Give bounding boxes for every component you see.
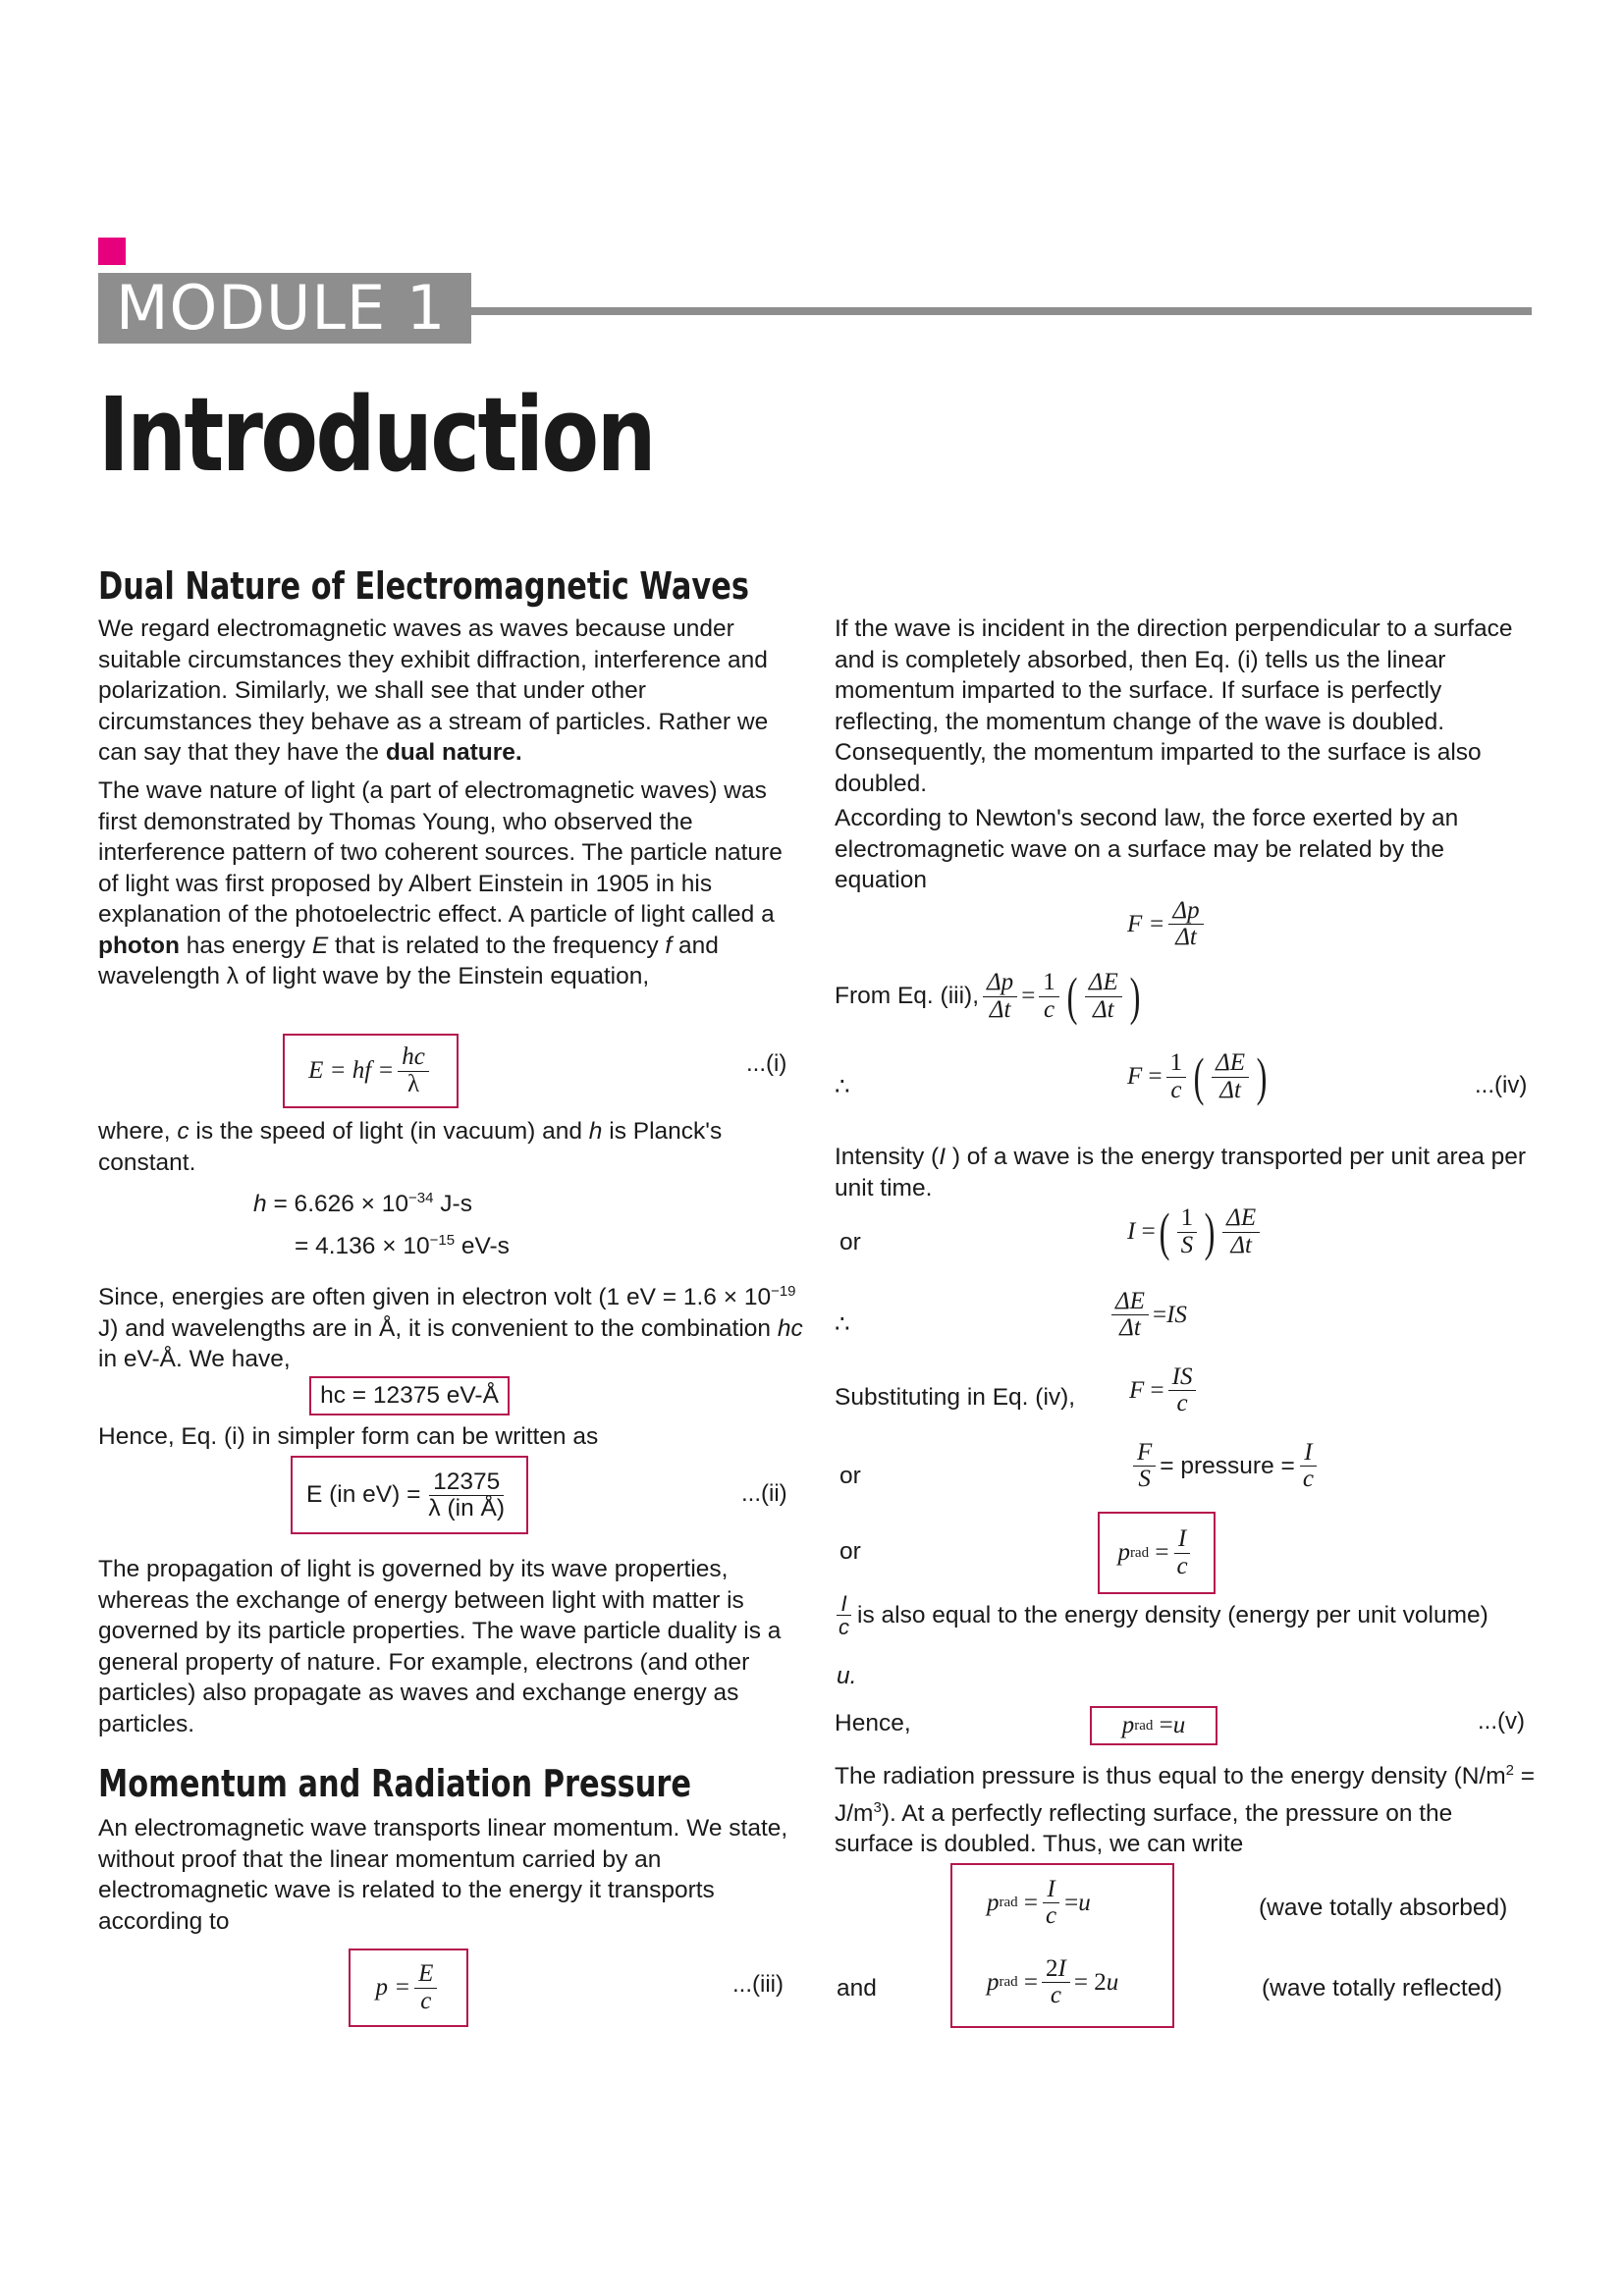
substituting-text: Substituting in Eq. (iv), <box>835 1384 1076 1411</box>
reflected-equation: p rad = $\frac{2I}{c}$ = 2 u <box>987 1955 1119 2009</box>
paragraph-newton-law: According to Newton's second law, the force exerted by an electromagnetic wave on a surface may be related by the equation <box>835 805 1459 893</box>
equation-ii-label: ...(ii) <box>741 1480 787 1507</box>
paragraph-dual-nature-1: We regard electromagnetic waves as waves because under suitable circumstances they exhibit diffraction, interference and polarization. Similarly, we shall see that under other circumstances they behave as a stream of particles. Rather we can say that they have the dual nature. <box>98 615 769 766</box>
equation-iii-lhs: p = <box>375 1974 411 2001</box>
equation-v-label: ...(v) <box>1478 1708 1525 1735</box>
accent-square <box>98 238 126 265</box>
equation-iv-label: ...(iv) <box>1475 1072 1528 1098</box>
hc-value: hc = 12375 eV-Å <box>320 1382 499 1409</box>
paragraph-absorbed-reflected: If the wave is incident in the direction perpendicular to a surface and is completely absorbed, then Eq. (i) tells us the linear momentum imparted to the surface. If surface is perfectly reflecting, the momentum change of the wave is doubled. Consequently, the momentum imparted to the surface is also doubled. <box>835 615 1513 797</box>
or-label-2: or <box>839 1463 861 1489</box>
hc-value-box <box>309 1376 510 1415</box>
pressure-equation: $\frac{F}{S}$ = pressure = $\frac{I}{c}$ <box>1129 1440 1322 1493</box>
force-equation-lhs: F = <box>1127 910 1165 937</box>
equation-i-denominator: λ <box>407 1070 420 1097</box>
paragraph-intensity: Intensity (I ) of a wave is the energy transported per unit area per unit time. <box>835 1144 1527 1201</box>
force-equation-denominator: Δt <box>1175 924 1197 951</box>
paragraph-energy-units: Since, energies are often given in electron volt (1 eV = $1.6 \times 10^{-19}$ J) and wavelengths are in Å, it is convenient to the combination hc in eV-Å. We have, <box>98 1283 803 1373</box>
equation-v-box: p rad = u <box>1090 1706 1217 1745</box>
equation-iii-numerator: E <box>414 1961 437 1988</box>
de-dt-fraction: $\frac{\Delta E}{\Delta t}$ <box>1085 970 1122 1023</box>
equation-ii-lhs: E (in eV) = <box>305 1481 421 1508</box>
module-label-box <box>98 273 471 344</box>
module-label: MODULE 1 <box>116 272 447 344</box>
equation-iii-denominator: c <box>420 1987 432 2014</box>
equation-ii-box <box>291 1456 528 1534</box>
energy-density-text: is also equal to the energy density (energy per unit volume) <box>857 1601 1488 1629</box>
dp-dt-fraction: $\frac{\Delta p}{\Delta t}$ <box>983 970 1017 1023</box>
equation-i-label: ...(i) <box>746 1050 787 1077</box>
force-equation <box>1127 898 1208 951</box>
equation-ii-numerator: 12375 <box>429 1469 504 1496</box>
pressure-word: = pressure = <box>1160 1452 1295 1479</box>
force-intensity-equation: F = $\frac{IS}{c}$ <box>1129 1364 1200 1417</box>
one-over-c-fraction: $\frac{1}{c}$ <box>1039 970 1059 1023</box>
equation-ii-denominator: λ (in Å) <box>428 1494 506 1522</box>
u-line: u. <box>837 1663 857 1689</box>
paragraph-wave-particle-duality: The propagation of light is governed by its wave properties, whereas the exchange of energy between light with matter is governed by its particle properties. The wave particle duality is a general property of nature. For example, electrons (and other particles) also propagate as waves and exchange energy as particles. <box>98 1556 782 1737</box>
absorbed-label: (wave totally absorbed) <box>1259 1895 1508 1921</box>
planck-value-1: $h = 6.626 \times 10^{-34}$ J-s <box>253 1190 472 1218</box>
from-eq-iii-line: From Eq. (iii), $\frac{\Delta p}{\Delta t}$ = $\frac{1}{c}$ ( $\frac{\Delta E}{\Delta t}$ ) <box>835 967 1141 1026</box>
therefore-symbol-2: ∴ <box>835 1311 850 1338</box>
radiation-text: At a perfectly reflecting surface, the pressure on the surface is doubled. Thus, we can write <box>835 1799 1453 1858</box>
equation-iii-label: ...(iii) <box>732 1971 784 1998</box>
force-equation-numerator: Δp <box>1168 898 1203 925</box>
header-rule <box>471 307 1532 315</box>
energy-rate-equation: $\frac{\Delta E}{\Delta t}$ = IS <box>1108 1289 1187 1342</box>
paragraph-momentum: An electromagnetic wave transports linear momentum. We state, without proof that the linear momentum carried by an electromagnetic wave is related to the energy it transports according to <box>98 1815 788 1935</box>
absorbed-equation: p rad = $\frac{I}{c}$ = u <box>987 1876 1091 1930</box>
equation-i-box <box>283 1034 459 1108</box>
therefore-symbol-1: ∴ <box>835 1074 850 1100</box>
reflected-label: (wave totally reflected) <box>1262 1975 1503 2002</box>
equation-i-numerator: hc <box>398 1044 429 1071</box>
from-eq-iii-text: From Eq. (iii), <box>835 983 979 1009</box>
equation-ii-fraction <box>424 1469 509 1521</box>
radiation-pressure-box: p rad = $\frac{I}{c}$ <box>1098 1512 1216 1594</box>
force-equation-fraction <box>1168 898 1203 951</box>
radiation-prefix: The radiation pressure is thus equal to the energy density <box>835 1763 1447 1790</box>
equation-iii-fraction <box>414 1961 437 2014</box>
paragraph-dual-nature-2: The wave nature of light (a part of electromagnetic waves) was first demonstrated by Thomas Young, who observed the interference pattern of two coherent sources. The particle nature of light was first proposed by Albert Einstein in 1905 in his explanation of the photoelectric effect. A particle of light called a photon has energy E that is related to the frequency f and wavelength λ of light wave by the Einstein equation, <box>98 777 783 989</box>
planck-value-2: = $4.136 \times 10^{-15}$ eV-s <box>295 1232 510 1260</box>
and-label: and <box>837 1975 877 2002</box>
paragraph-where: where, c is the speed of light (in vacuum) and h is Planck's constant. <box>98 1118 723 1176</box>
or-label-1: or <box>839 1229 861 1255</box>
equation-i-lhs: E = hf = <box>308 1057 395 1084</box>
equation-i-fraction <box>398 1044 429 1097</box>
paragraph-radiation-pressure: The radiation pressure is thus equal to the energy density $(N/m^2 = J/m^3)$. At a perfectly reflecting surface, the pressure on the surface is doubled. Thus, we can write <box>835 1762 1536 1858</box>
chapter-title: Introduction <box>98 375 654 495</box>
paragraph-simpler-form: Hence, Eq. (i) in simpler form can be written as <box>98 1423 599 1450</box>
heading-momentum: Momentum and Radiation Pressure <box>98 1762 692 1805</box>
or-label-3: or <box>839 1538 861 1565</box>
equation-iii-box <box>349 1949 468 2027</box>
hence-label: Hence, <box>835 1710 911 1736</box>
equation-iv: F = $\frac{1}{c}$ ( $\frac{\Delta E}{\Delta t}$ ) <box>1127 1047 1268 1106</box>
intensity-equation: I = ( $\frac{1}{S}$ ) $\frac{\Delta E}{\Delta t}$ <box>1127 1205 1264 1258</box>
paragraph-energy-density: $\frac{I}{c}$ is also equal to the energy density (energy per unit volume) <box>839 1591 1488 1640</box>
heading-dual-nature: Dual Nature of Electromagnetic Waves <box>98 564 749 608</box>
